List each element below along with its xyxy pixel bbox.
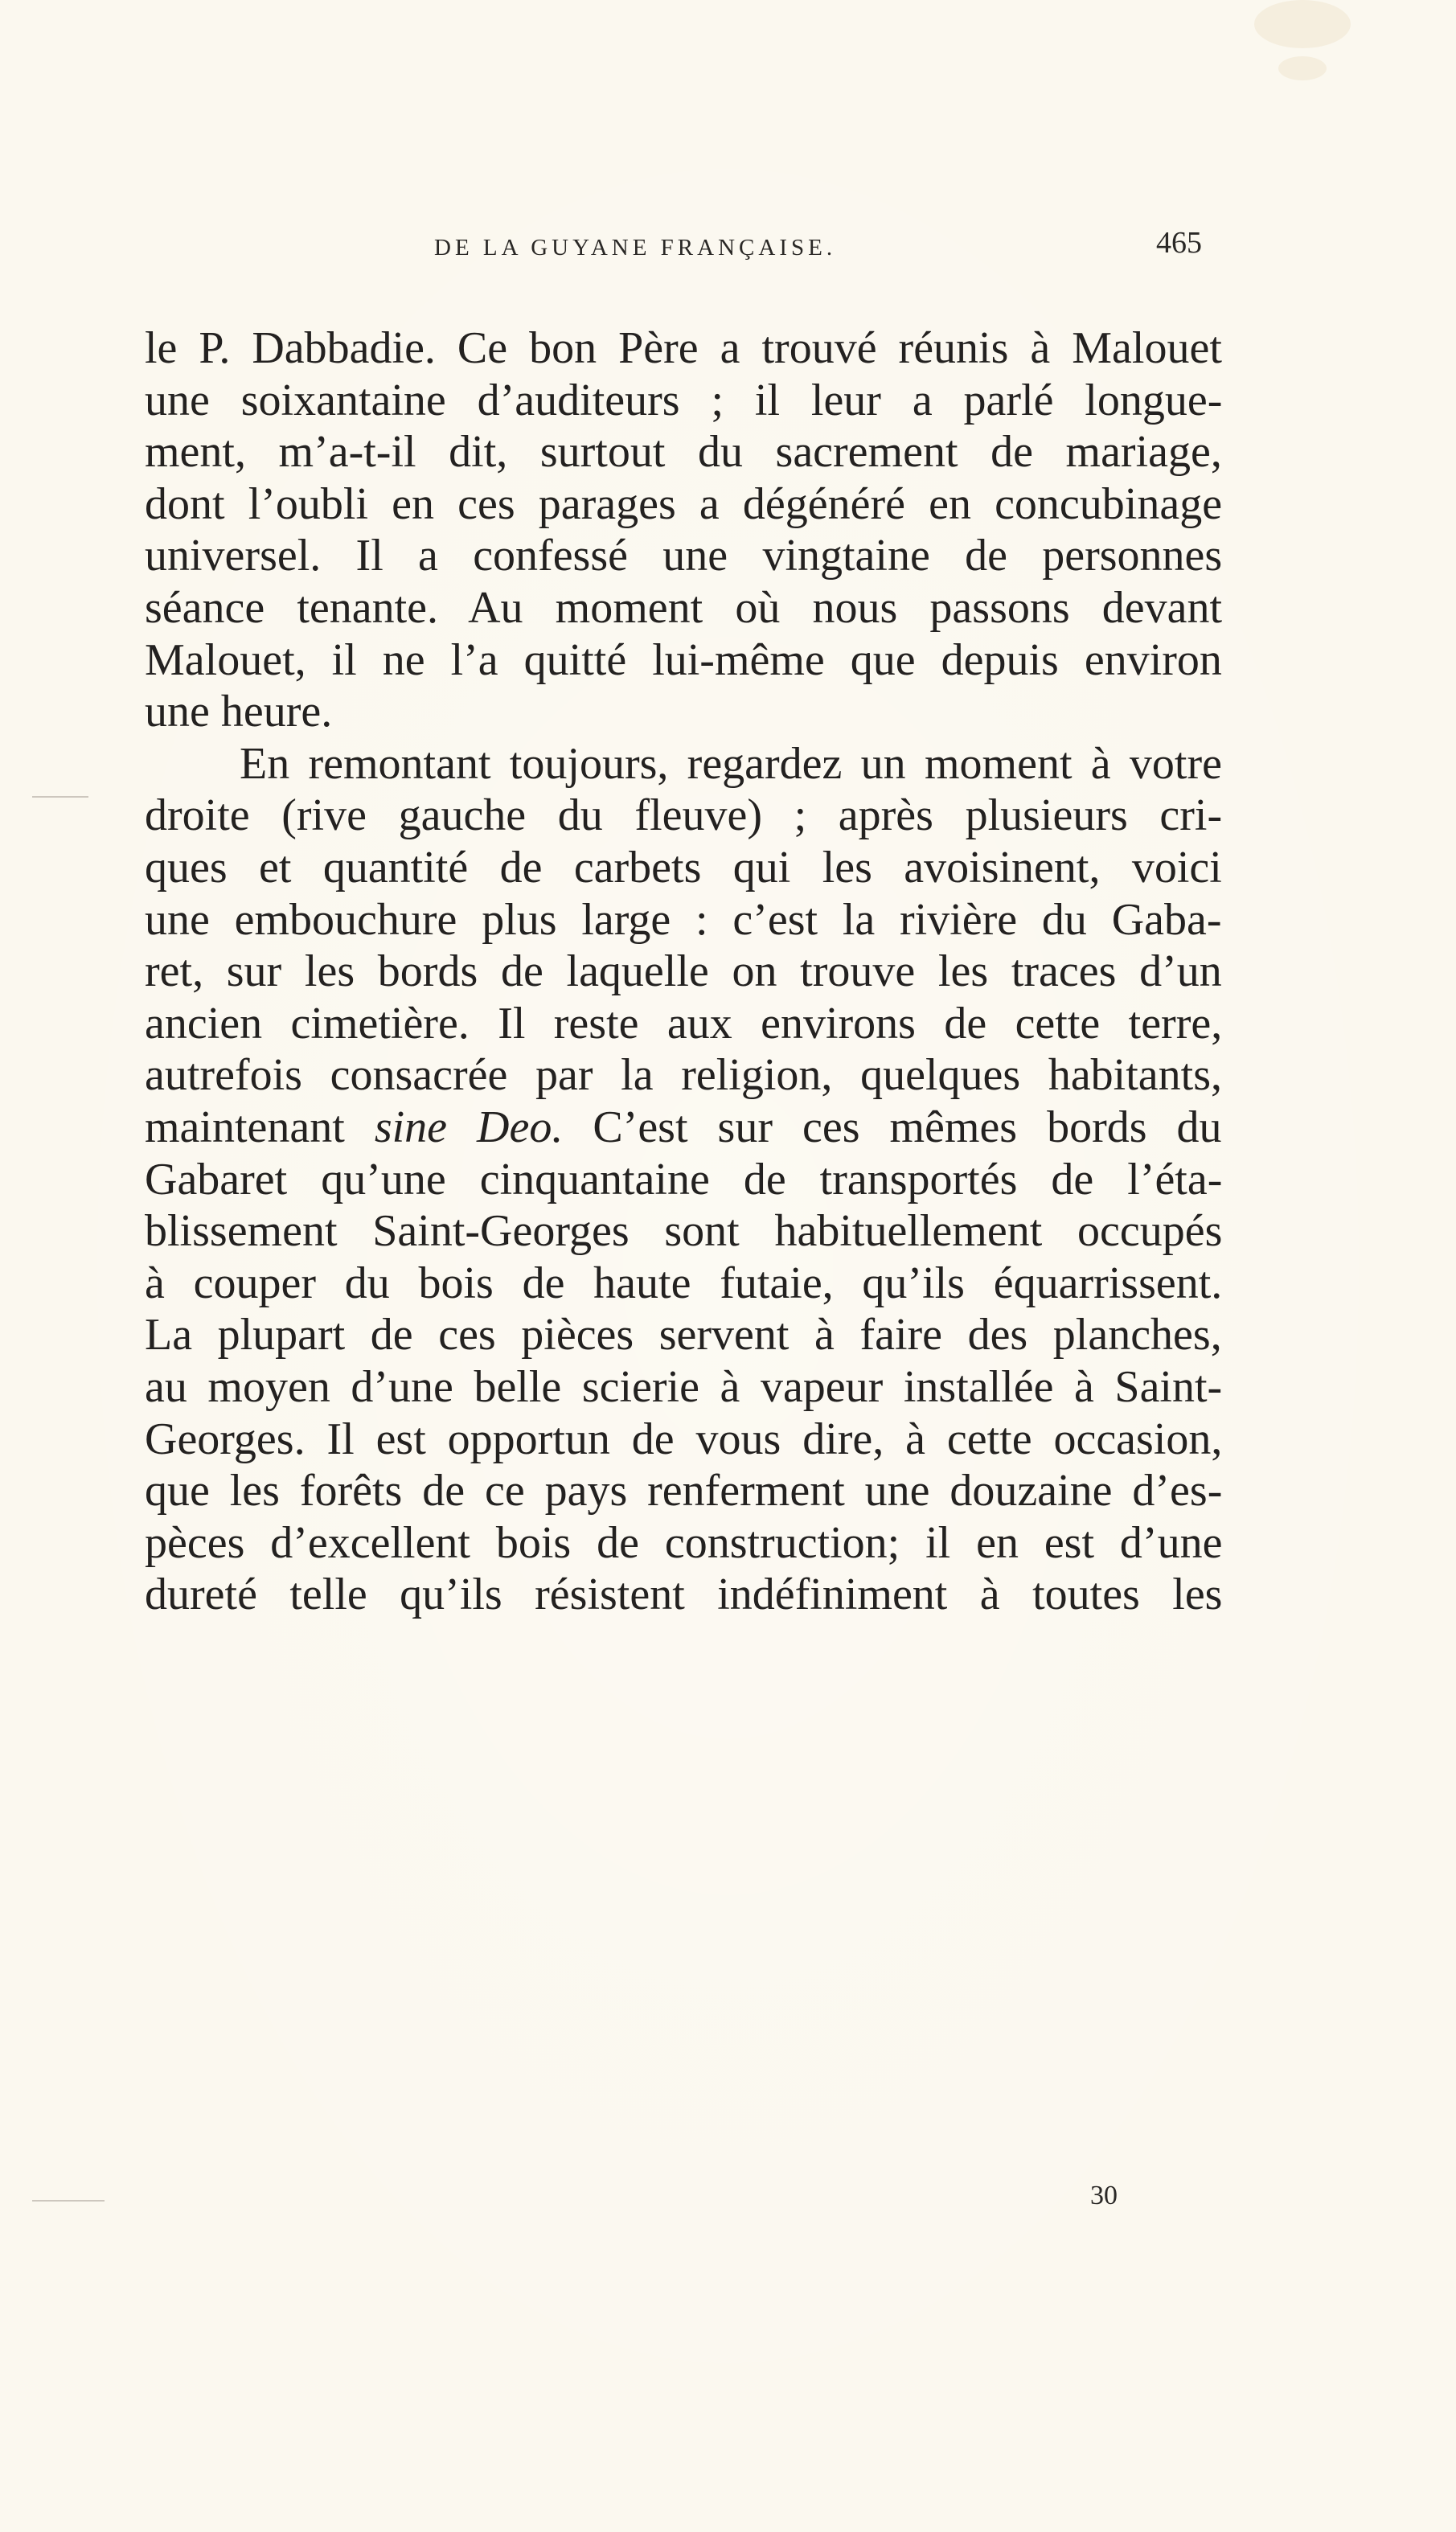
text-line: droite (rive gauche du fleuve) ; après plusieurs cri- xyxy=(145,790,1223,841)
text-line: au moyen d’une belle scierie à vapeur installée à Saint- xyxy=(145,1362,1223,1412)
text-segment: maintenant xyxy=(145,1102,375,1152)
text-line: dureté telle qu’ils résistent indéfiniment à toutes les xyxy=(145,1570,1223,1620)
text-line: le P. Dabbadie. Ce bon Père a trouvé réunis à Malouet xyxy=(145,323,1222,373)
text-line: ques et quantité de carbets qui les avoisinent, voici xyxy=(145,843,1222,893)
text-line: blissement Saint-Georges sont habituellement occupés xyxy=(145,1206,1223,1257)
paper-stain xyxy=(1278,56,1327,80)
text-segment: C’est sur ces mêmes bords du xyxy=(563,1102,1222,1152)
text-line: ment, m’a-t-il dit, surtout du sacrement de mariage, xyxy=(145,427,1222,478)
text-line: séance tenante. Au moment où nous passons devant xyxy=(145,583,1223,633)
text-line xyxy=(145,1102,1222,1152)
text-line: une embouchure plus large : c’est la rivière du Gaba- xyxy=(145,894,1222,945)
text-line: une soixantaine d’auditeurs ; il leur a parlé longue- xyxy=(145,375,1223,425)
text-line: universel. Il a confessé une vingtaine de personnes xyxy=(145,531,1223,581)
text-line: une heure. xyxy=(145,687,333,737)
text-line: La plupart de ces pièces servent à faire des planches, xyxy=(145,1310,1222,1360)
text-line: dont l’oubli en ces parages a dégénéré en concubinage xyxy=(145,478,1223,529)
signature-mark: 30 xyxy=(1090,2181,1118,2210)
margin-mark xyxy=(32,796,88,798)
italic-phrase: sine Deo. xyxy=(374,1102,564,1152)
text-line: En remontant toujours, regardez un moment à votre xyxy=(240,738,1222,789)
margin-mark xyxy=(32,2200,105,2202)
running-head: DE LA GUYANE FRANÇAISE. xyxy=(434,235,837,261)
text-line: Georges. Il est opportun de vous dire, à cette occasion, xyxy=(145,1414,1223,1464)
text-line: Gabaret qu’une cinquantaine de transportés de l’éta- xyxy=(145,1154,1223,1204)
text-line: ret, sur les bords de laquelle on trouve les traces d’un xyxy=(145,946,1222,997)
text-line: ancien cimetière. Il reste aux environs de cette terre, xyxy=(145,998,1223,1049)
text-line: Malouet, il ne l’a quitté lui-même que depuis environ xyxy=(145,634,1222,685)
text-line: pèces d’excellent bois de construction; il en est d’une xyxy=(145,1517,1223,1568)
text-line: autrefois consacrée par la religion, quelques habitants, xyxy=(145,1050,1222,1101)
text-line: que les forêts de ce pays renferment une douzaine d’es- xyxy=(145,1466,1223,1516)
text-line: à couper du bois de haute futaie, qu’ils équarrissent. xyxy=(145,1258,1223,1308)
paper-stain xyxy=(1254,0,1351,48)
page-number: 465 xyxy=(1156,226,1202,260)
